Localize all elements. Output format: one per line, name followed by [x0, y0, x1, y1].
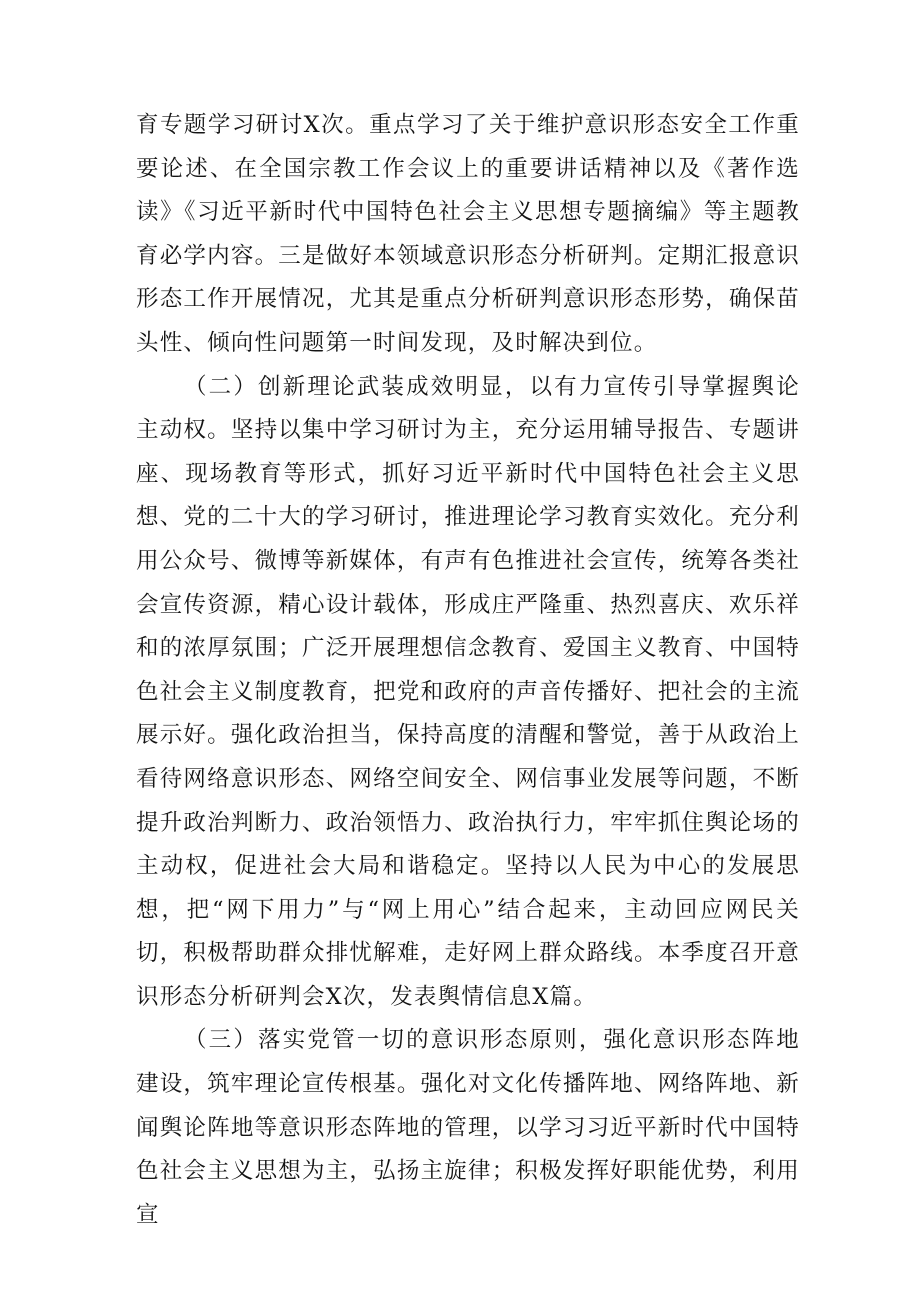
document-body	[136, 104, 800, 1237]
paragraph-section-two: （二）创新理论武装成效明显，以有力宣传引导掌握舆论主动权。坚持以集中学习研讨为主，充分运用辅导报告、专题讲座、现场教育等形式，抓好习近平新时代中国特色社会主义思想、党的二十大的学习研讨，推进理论学习教育实效化。充分利用公众号、微博等新媒体，有声有色推进社会宣传，统筹各类社会宣传资源，精心设计载体，形成庄严隆重、热烈喜庆、欢乐祥和的浓厚氛围；广泛开展理想信念教育、爱国主义教育、中国特色社会主义制度教育，把党和政府的声音传播好、把社会的主流展示好。强化政治担当，保持高度的清醒和警觉，善于从政治上看待网络意识形态、网络空间安全、网信事业发展等问题，不断提升政治判断力、政治领悟力、政治执行力，牢牢抓住舆论场的主动权，促进社会大局和谐稳定。坚持以人民为中心的发展思想，把“网下用力”与“网上用心”结合起来，主动回应网民关切，积极帮助群众排忧解难，走好网上群众路线。本季度召开意识形态分析研判会X次，发表舆情信息X篇。	[136, 373, 800, 1010]
paragraph-continuation: 育专题学习研讨X次。重点学习了关于维护意识形态安全工作重要论述、在全国宗教工作会议上的重要讲话精神以及《著作选读》《习近平新时代中国特色社会主义思想专题摘编》等主题教育必学内容。三是做好本领域意识形态分析研判。定期汇报意识形态工作开展情况，尤其是重点分析研判意识形态形势，确保苗头性、倾向性问题第一时间发现，及时解决到位。	[136, 112, 800, 356]
paragraph-section-three: （三）落实党管一切的意识形态原则，强化意识形态阵地建设，筑牢理论宣传根基。强化对文化传播阵地、网络阵地、新闻舆论阵地等意识形态阵地的管理，以学习习近平新时代中国特色社会主义思想为主，弘扬主旋律；积极发挥好职能优势，利用宣	[136, 1027, 800, 1228]
